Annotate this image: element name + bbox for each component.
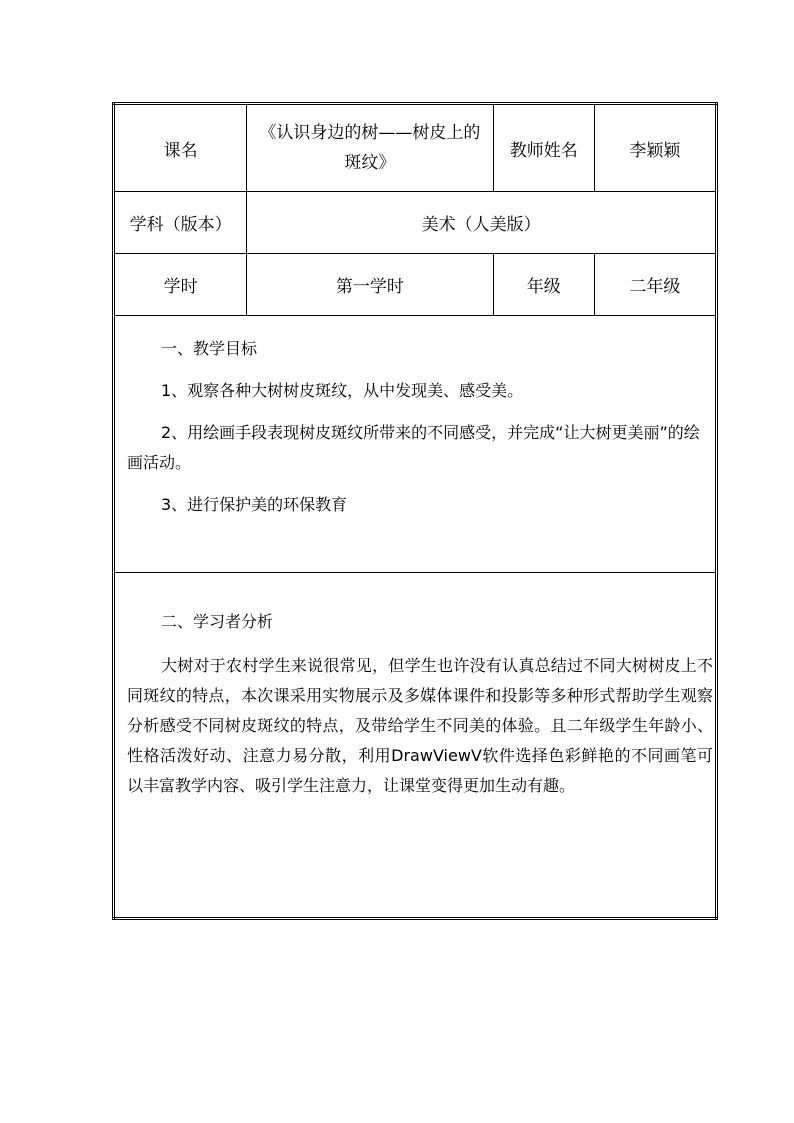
- course-label: 课名: [114, 104, 247, 192]
- lesson-plan-table: [112, 102, 718, 920]
- subject-label: 学科（版本）: [114, 192, 247, 254]
- grade-label: 年级: [493, 254, 594, 316]
- course-name-value: 《认识身边的树——树皮上的斑纹》: [247, 104, 493, 192]
- analysis-section: [114, 573, 717, 919]
- subject-value: 美术（人美版）: [247, 192, 717, 254]
- analysis-row: [114, 573, 717, 919]
- hours-value: 第一学时: [247, 254, 493, 316]
- subject-row: [114, 192, 717, 254]
- objectives-title: 一、教学目标: [161, 339, 258, 358]
- hours-row: [114, 254, 717, 316]
- grade-value: 二年级: [594, 254, 716, 316]
- teacher-name-value: 李颖颖: [594, 104, 716, 192]
- analysis-paragraph: 大树对于农村学生来说很常见，但学生也许没有认真总结过不同大树树皮上不同斑纹的特点，本次课采用实物展示及多媒体课件和投影等多种形式帮助学生观察分析感受不同树皮斑纹的特点，及带给学生不同美的体验。且二年级学生年龄小、性格活泼好动、注意力易分散，利用DrawViewV软件选择色彩鲜艳的不同画笔可以丰富教学内容、吸引学生注意力，让课堂变得更加生动有趣。: [127, 656, 713, 795]
- teacher-label: 教师姓名: [493, 104, 594, 192]
- hours-label: 学时: [114, 254, 247, 316]
- objectives-section: [114, 316, 717, 573]
- objective-item: 3、进行保护美的环保教育: [161, 495, 348, 514]
- objectives-row: [114, 316, 717, 573]
- objective-item: 1、观察各种大树树皮斑纹，从中发现美、感受美。: [161, 381, 524, 400]
- objective-item: 2、用绘画手段表现树皮斑纹所带来的不同感受，并完成“让大树更美丽”的绘画活动。: [127, 423, 700, 472]
- course-row: [114, 104, 717, 192]
- analysis-title: 二、学习者分析: [161, 612, 274, 631]
